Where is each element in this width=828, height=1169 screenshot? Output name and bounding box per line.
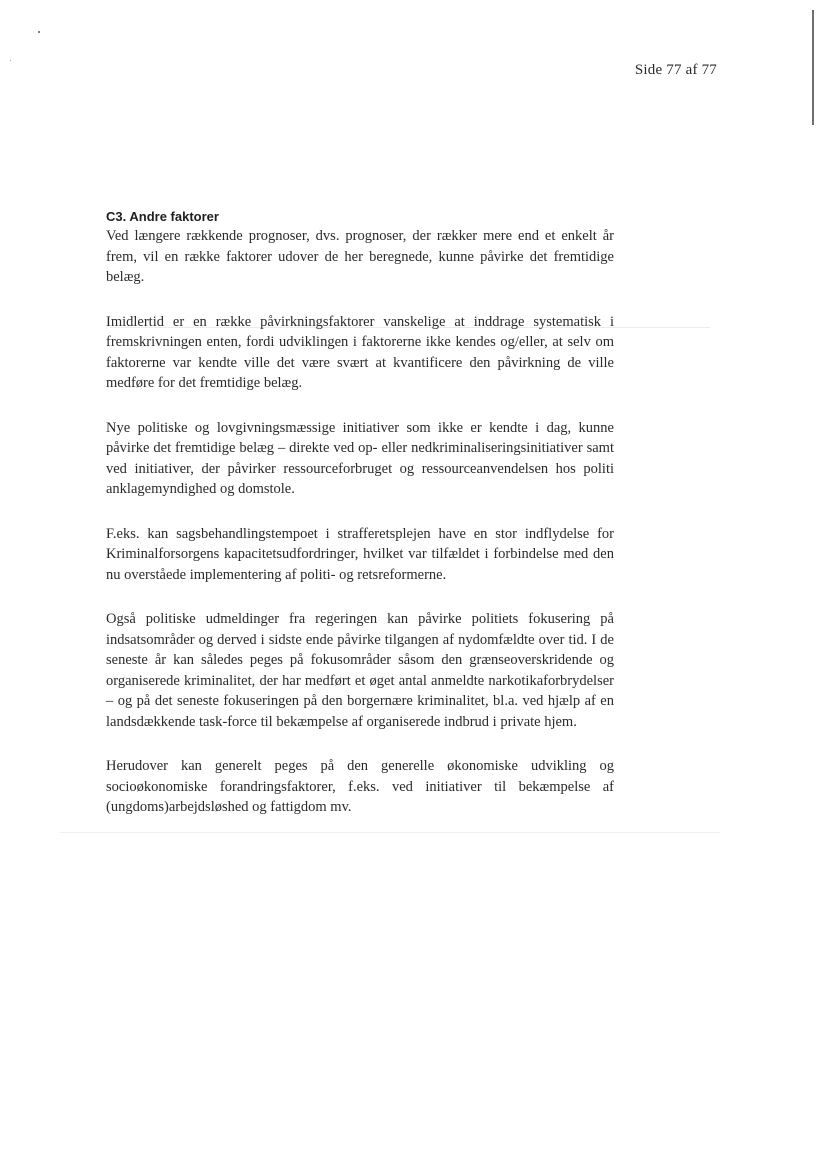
document-body	[106, 208, 614, 842]
paragraph: Herudover kan generelt peges på den generelle økonomiske udvikling og socioøkonomiske forandringsfaktorer, f.eks. ved initiativer til bekæmpelse af (ungdoms)arbejdsløshed og fattigdom mv.	[106, 758, 614, 815]
paragraph: Også politiske udmeldinger fra regeringen kan påvirke politiets fokusering på indsatsområder og derved i sidste ende påvirke tilgangen af nydomfældte over tid. I de seneste år kan således peges på fokusområder såsom den grænseoverskridende og organiserede kriminalitet, der har medført et øget antal anmeldte narkotikaforbrydelser – og på det seneste fokuseringen på den borgernære kriminalitet, bl.a. ved hjælp af en landsdækkende task-force til bekæmpelse af organiserede indbrud i private hjem.	[106, 611, 614, 730]
scan-speck	[10, 60, 11, 61]
scan-speck	[38, 31, 40, 33]
paragraph: Imidlertid er en række påvirkningsfaktorer vanskelige at inddrage systematisk i fremskrivningen enten, fordi udviklingen i faktorerne ikke kendes og/eller, at selv om faktorerne var kendte ville det være svært at kvantificere den påvirkning de ville medføre for det fremtidige belæg.	[106, 313, 614, 391]
paragraph: Ved længere rækkende prognoser, dvs. prognoser, der rækker mere end et enkelt år frem, vil en række faktorer udover de her beregnede, kunne påvirke det fremtidige belæg.	[106, 228, 614, 285]
paragraph: F.eks. kan sagsbehandlingstempoet i strafferetsplejen have en stor indflydelse for Kriminalforsorgens kapacitetsudfordringer, hvilket var tilfældet i forbindelse med den nu overståede implementering af politi- og retsreformerne.	[106, 525, 614, 583]
paragraph: Nye politiske og lovgivningsmæssige initiativer som ikke er kendte i dag, kunne påvirke det fremtidige belæg – direkte ved op- eller nedkriminaliseringsinitiativer samt ved initiativer, der påvirker ressourceforbruget og ressourceanvendelsen hos politi anklagemyndighed og domstole.	[106, 419, 614, 497]
section-heading: C3. Andre faktorer	[106, 209, 219, 224]
page-number: Side 77 af 77	[634, 62, 717, 78]
scan-edge-line	[812, 10, 814, 125]
